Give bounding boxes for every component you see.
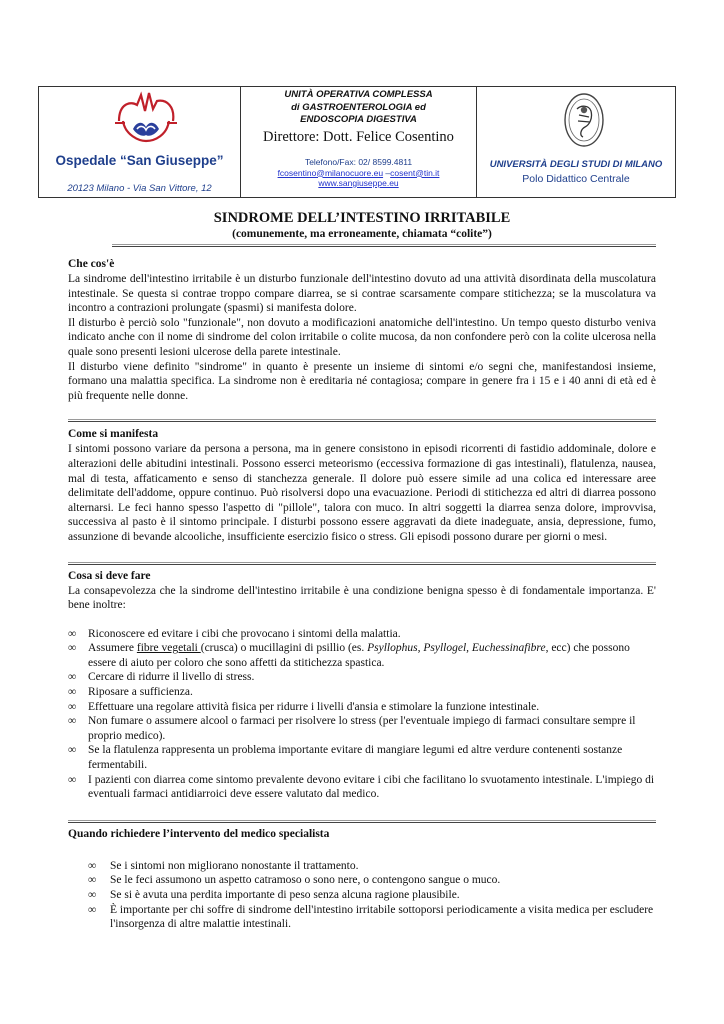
unit-line: di GASTROENTEROLOGIA ed	[291, 101, 426, 113]
email-line	[241, 168, 476, 179]
hospital-logo	[111, 91, 181, 145]
hospital-block	[39, 87, 241, 197]
specialist-list	[68, 859, 656, 932]
fibre-link[interactable]: fibre vegetali	[136, 642, 201, 655]
bullet-icon: ∞	[88, 889, 97, 901]
bullet-icon: ∞	[68, 700, 77, 713]
paragraph: La sindrome dell'intestino irritabile è un disturbo funzionale dell'intestino dovuto ad una attività disordinata della muscolatura intestinale. Se questa si contrae troppo compare diarrea, se si contrae scarsamente compare stitichezza; se la muscolatura va incontro a contrazioni prolungate (spasmi) si manifesta dolore.	[68, 273, 656, 315]
bullet-icon: ∞	[88, 874, 97, 887]
document-body	[68, 244, 656, 932]
list-item: ∞ Non fumare o assumere alcool o farmaci per risolvere lo stress (per l'eventuale impiego di farmaci consultare sempre il proprio medico).	[68, 715, 636, 742]
paragraph: Il disturbo è perciò solo "funzionale", non dovuto a modificazioni anatomiche dell'intestino. Un tempo questo disturbo veniva indicato anche con il nome di sindrome del colon irritabile o colite mucosa, da non confondere però con la colite ulcerosa nella quale sono presenti lesioni ulcerose della parete intestinale.	[68, 316, 656, 358]
director-name: Direttore: Dott. Felice Cosentino	[263, 129, 454, 145]
bullet-icon: ∞	[68, 744, 77, 757]
university-seal-icon	[563, 91, 605, 149]
recommendation-list	[68, 627, 656, 802]
website-link[interactable]: www.sangiuseppe.eu	[318, 178, 399, 188]
bullet-icon: ∞	[68, 715, 77, 728]
bullet-icon: ∞	[88, 903, 97, 916]
unit-line: ENDOSCOPIA DIGESTIVA	[300, 114, 417, 125]
hospital-name: Ospedale “San Giuseppe”	[55, 153, 224, 168]
university-block	[477, 87, 675, 197]
university-name: UNIVERSITÀ DEGLI STUDI DI MILANO	[489, 159, 663, 170]
email-link-1[interactable]: fcosentino@milanocuore.eu	[277, 167, 384, 178]
bullet-icon: ∞	[88, 859, 97, 872]
list-item: ∞ I pazienti con diarrea come sintomo prevalente devono evitare i cibi che facilitano lo svuotamento intestinale. L'impiego di eventuali farmaci antidiarroici deve essere valutato dal medico.	[68, 773, 655, 801]
department-block	[241, 87, 477, 197]
section-heading: Quando richiedere l’intervento del medico specialista	[68, 827, 330, 840]
list-item: ∞ Se la flatulenza rappresenta un problema importante evitare di mangiare legumi ed altre verdure contenenti sostanze fermentabili.	[68, 744, 623, 772]
list-item: ∞ Se si è avuta una perdita importante di peso senza alcuna ragione plausibile.	[88, 889, 460, 901]
page-subtitle: (comunemente, ma erroneamente, chiamata “colite”)	[232, 228, 492, 240]
page-title: SINDROME DELL’INTESTINO IRRITABILE	[213, 210, 511, 226]
paragraph: La consapevolezza che la sindrome dell'intestino irritabile è una condizione benigna spesso è di fondamentale importanza. E' bene inoltre:	[68, 584, 656, 612]
bullet-icon: ∞	[68, 642, 77, 655]
section-heading: Come si manifesta	[68, 428, 159, 441]
list-item: ∞ Cercare di ridurre il livello di stress.	[68, 671, 255, 684]
bullet-icon: ∞	[68, 686, 77, 699]
list-item: ∞ Se i sintomi non migliorano nonostante il trattamento.	[88, 859, 359, 872]
list-item: ∞ Effettuare una regolare attività fisica per ridurre i livelli d'ansia e stimolare la funzione intestinale.	[68, 700, 540, 713]
unit-line: UNITÀ OPERATIVA COMPLESSA	[284, 89, 433, 100]
email-link-2[interactable]: cosent@tin.it	[390, 167, 440, 178]
list-item: ∞ Riposare a sufficienza.	[68, 686, 193, 699]
bullet-icon: ∞	[68, 773, 77, 786]
hospital-address: 20123 Milano - Via San Vittore, 12	[67, 183, 212, 194]
paragraph: I sintomi possono variare da persona a persona, ma in genere consistono in episodi ricorrenti di fastidio addominale, dolore e alterazioni delle abitudini intestinali. Possono esserci meteorismo (eccessiva formazione di gas intestinali), flatulenza, nausea, mal di testa, affaticamento e senso di stanchezza generale. Il dolore può essere simile ad una colica ed interessare aree delimitate dell'addome, oppure continuo. Può risolversi dopo una evacuazione. Periodi di stitichezza ed altri di diarrea possono alternarsi. Le feci hanno spesso l'aspetto di "pillole", talora con muco. In altri soggetti la diarrea senza dolore, improvvisa, successiva al pasto è il sintomo principale. I disturbi possono essere aggravati da diete inadeguate, ansia, depressione, fumo, assunzione di bevande alcooliche, insufficiente esercizio fisico o stress. Gli episodi possono durare per giorni o mesi.	[68, 443, 656, 543]
letterhead	[38, 86, 676, 198]
list-item: ∞ È importante per chi soffre di sindrome dell'intestino irritabile sottoporsi periodicamente a visita medica per escludere l'insorgenza di altre malattie intestinali.	[88, 903, 654, 931]
bullet-icon: ∞	[68, 671, 77, 684]
phone-fax: Telefono/Fax: 02/ 8599.4811	[304, 157, 413, 167]
bullet-icon: ∞	[68, 627, 77, 640]
list-item: ∞ Se le feci assumono un aspetto catramoso o sono nere, o contengono sangue o muco.	[88, 874, 501, 887]
university-subtitle: Polo Didattico Centrale	[522, 173, 630, 185]
list-item: ∞ Riconoscere ed evitare i cibi che provocano i sintomi della malattia.	[68, 627, 401, 640]
contacts	[241, 157, 476, 189]
section-heading: Cosa si deve fare	[68, 569, 151, 582]
list-item: ∞ Assumere fibre vegetali (crusca) o mucillagini di psillio (es. Psyllophus, Psyllogel, Euchessinafibre, ecc) che possono essere di aiuto per coloro che sono affetti da stitichezza spastica.	[68, 642, 630, 669]
paragraph: Il disturbo viene definito "sindrome" in quanto è presente un insieme di sintomi e/o segni che, manifestandosi insieme, formano una malattia specifica. La sindrome non è ereditaria né contagiosa; compare in genere fra i 15 e i 40 anni di età ed è più frequente nelle donne.	[68, 360, 656, 402]
email-separator: –	[383, 167, 391, 178]
unit-name	[241, 89, 476, 127]
section-heading: Che cos'è	[68, 258, 115, 270]
